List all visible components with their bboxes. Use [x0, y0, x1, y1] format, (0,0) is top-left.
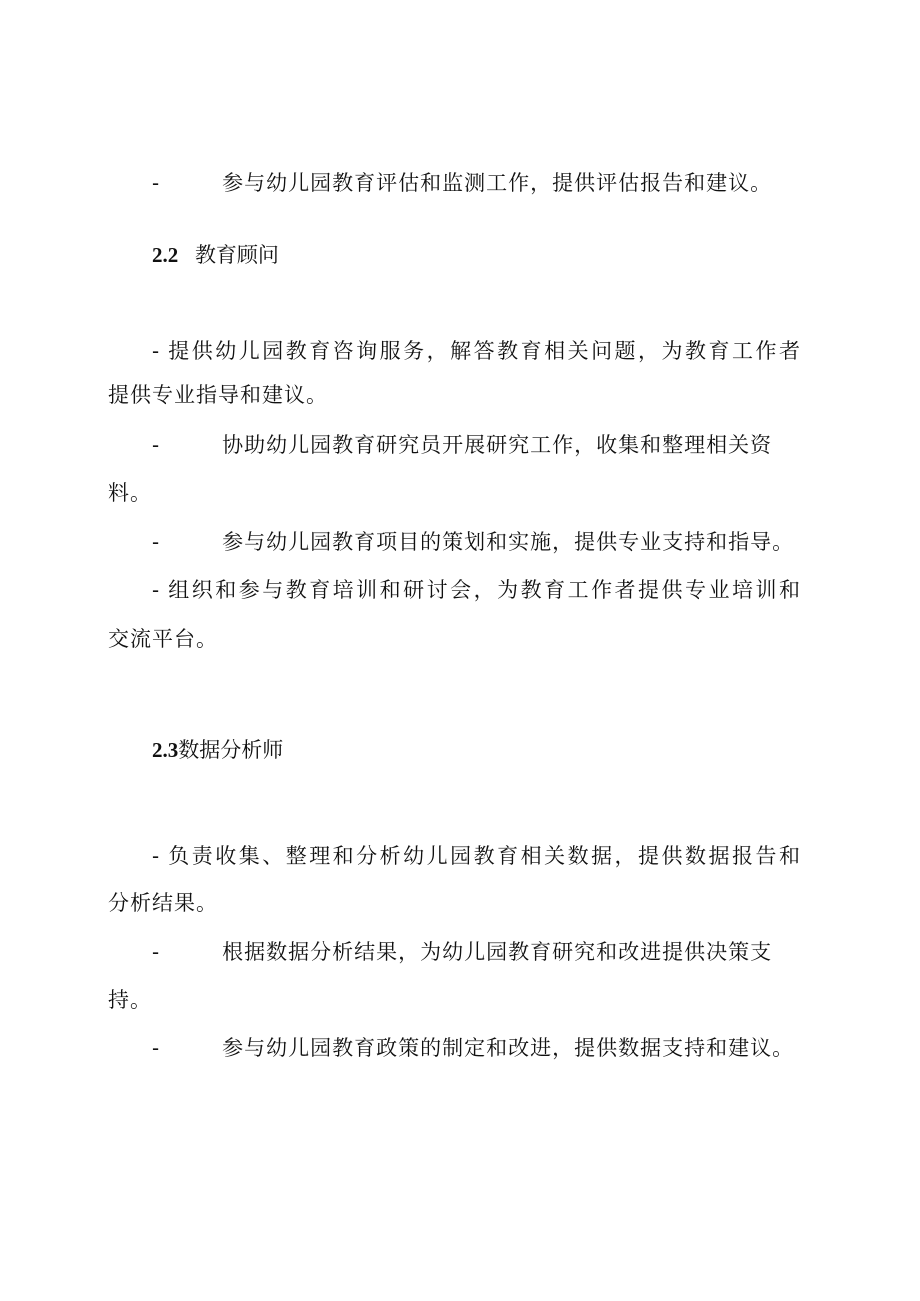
bullet-item: [152, 168, 772, 198]
dash-marker: -: [152, 1036, 161, 1060]
section-heading-2-2: [152, 240, 279, 270]
bullet-item: [152, 430, 772, 460]
dash-marker: -: [152, 940, 161, 964]
dash-marker: -: [152, 530, 161, 554]
bullet-text: 协助幼儿园教育研究员开展研究工作，收集和整理相关资: [222, 433, 773, 457]
paragraph-line: 提供专业指导和建议。: [108, 383, 328, 407]
section-title: 教育顾问: [194, 243, 279, 267]
paragraph-line: - 负责收集、整理和分析幼儿园教育相关数据，提供数据报告和: [152, 844, 800, 868]
paragraph-line: - 提供幼儿园教育咨询服务，解答教育相关问题，为教育工作者: [152, 339, 800, 363]
bullet-item: [152, 1033, 794, 1063]
paragraph-line: - 组织和参与教育培训和研讨会，为教育工作者提供专业培训和: [152, 578, 800, 602]
continuation-line: 持。: [108, 988, 152, 1012]
bullet-text: 参与幼儿园教育评估和监测工作，提供评估报告和建议。: [222, 171, 773, 195]
bullet-item: [152, 937, 772, 967]
bullet-text: 参与幼儿园教育项目的策划和实施，提供专业支持和指导。: [222, 530, 795, 554]
section-heading-2-3: [152, 735, 283, 765]
dash-marker: -: [152, 433, 161, 457]
dash-marker: -: [152, 171, 161, 195]
section-title: 数据分析师: [178, 738, 284, 762]
bullet-item: [152, 527, 794, 557]
paragraph-line: 分析结果。: [108, 891, 218, 915]
paragraph-line: 交流平台。: [108, 627, 218, 651]
continuation-line: 料。: [108, 481, 152, 505]
bullet-text: 参与幼儿园教育政策的制定和改进，提供数据支持和建议。: [222, 1036, 795, 1060]
section-number: 2.2: [152, 243, 179, 267]
section-number: 2.3: [152, 738, 179, 762]
bullet-text: 根据数据分析结果，为幼儿园教育研究和改进提供决策支: [222, 940, 773, 964]
